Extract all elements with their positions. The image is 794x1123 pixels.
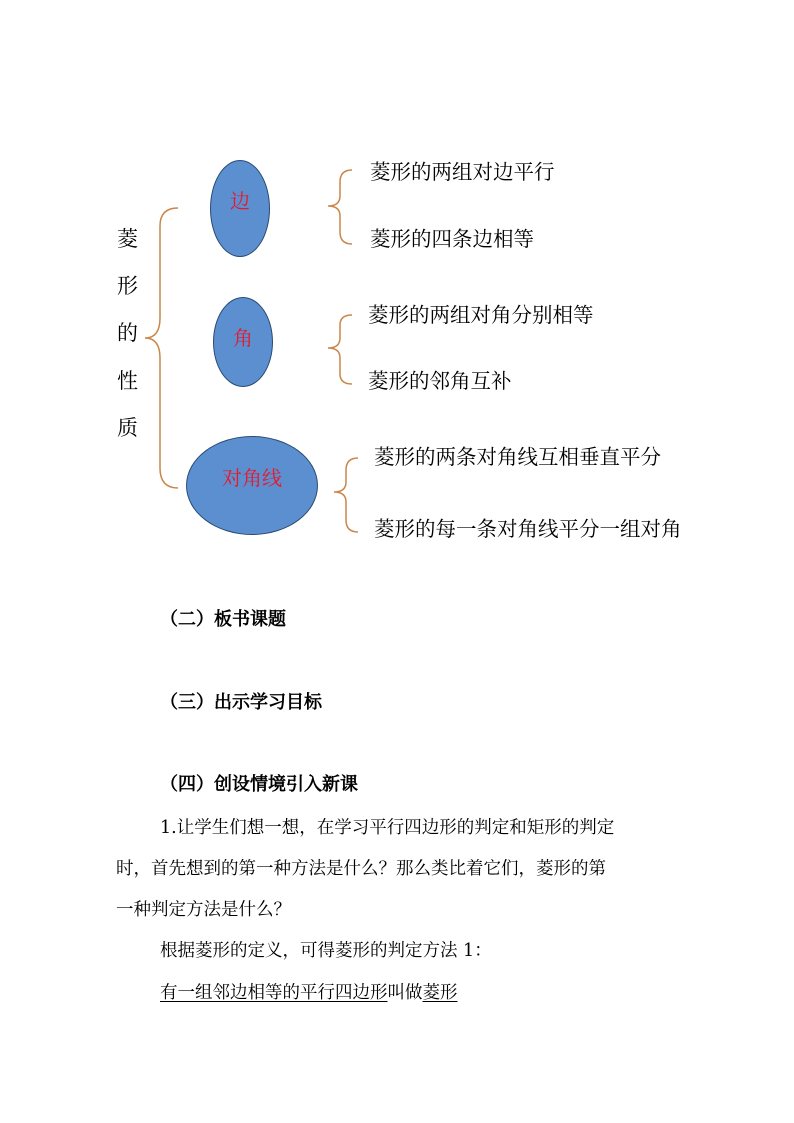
diagonal-ellipse <box>186 436 318 535</box>
root-char: 形 <box>117 274 138 298</box>
root-char: 的 <box>117 321 138 345</box>
root-brace <box>145 208 178 488</box>
property-item: 菱形的两组对角分别相等 <box>368 303 594 327</box>
root-char: 性 <box>117 369 138 393</box>
body-line: 一种判定方法是什么？ <box>116 900 291 920</box>
definition-line <box>160 979 458 1004</box>
body-line: 时，首先想到的第一种方法是什么？那么类比着它们，菱形的第 <box>116 859 606 879</box>
edge-label: 边 <box>230 189 250 213</box>
properties-diagram <box>0 0 794 560</box>
angle-label: 角 <box>233 325 253 350</box>
brace-edge <box>328 170 352 244</box>
edge-ellipse <box>210 160 270 257</box>
definition-connector: 叫做 <box>387 983 423 1003</box>
property-item: 菱形的两组对边平行 <box>370 160 555 184</box>
property-item: 菱形的四条边相等 <box>370 227 534 251</box>
section-heading: （四）创设情境引入新课 <box>160 774 358 795</box>
definition-term: 菱形 <box>422 983 458 1003</box>
property-item: 菱形的两条对角线互相垂直平分 <box>374 445 661 469</box>
root-char: 菱 <box>117 227 138 251</box>
angle-ellipse <box>213 297 273 387</box>
body-line: 根据菱形的定义，可得菱形的判定方法 1： <box>160 941 492 961</box>
brace-diagonal <box>334 458 358 532</box>
section-heading: （三）出示学习目标 <box>160 692 322 713</box>
definition-condition: 有一组邻边相等的平行四边形 <box>160 983 388 1003</box>
body-line: 1.让学生们想一想，在学习平行四边形的判定和矩形的判定 <box>160 818 615 838</box>
section-heading: （二）板书课题 <box>160 609 286 630</box>
diagonal-label: 对角线 <box>222 466 282 490</box>
property-item: 菱形的邻角互补 <box>368 369 512 393</box>
brace-angle <box>328 315 352 384</box>
root-char: 质 <box>117 416 138 440</box>
property-item: 菱形的每一条对角线平分一组对角 <box>374 517 682 541</box>
